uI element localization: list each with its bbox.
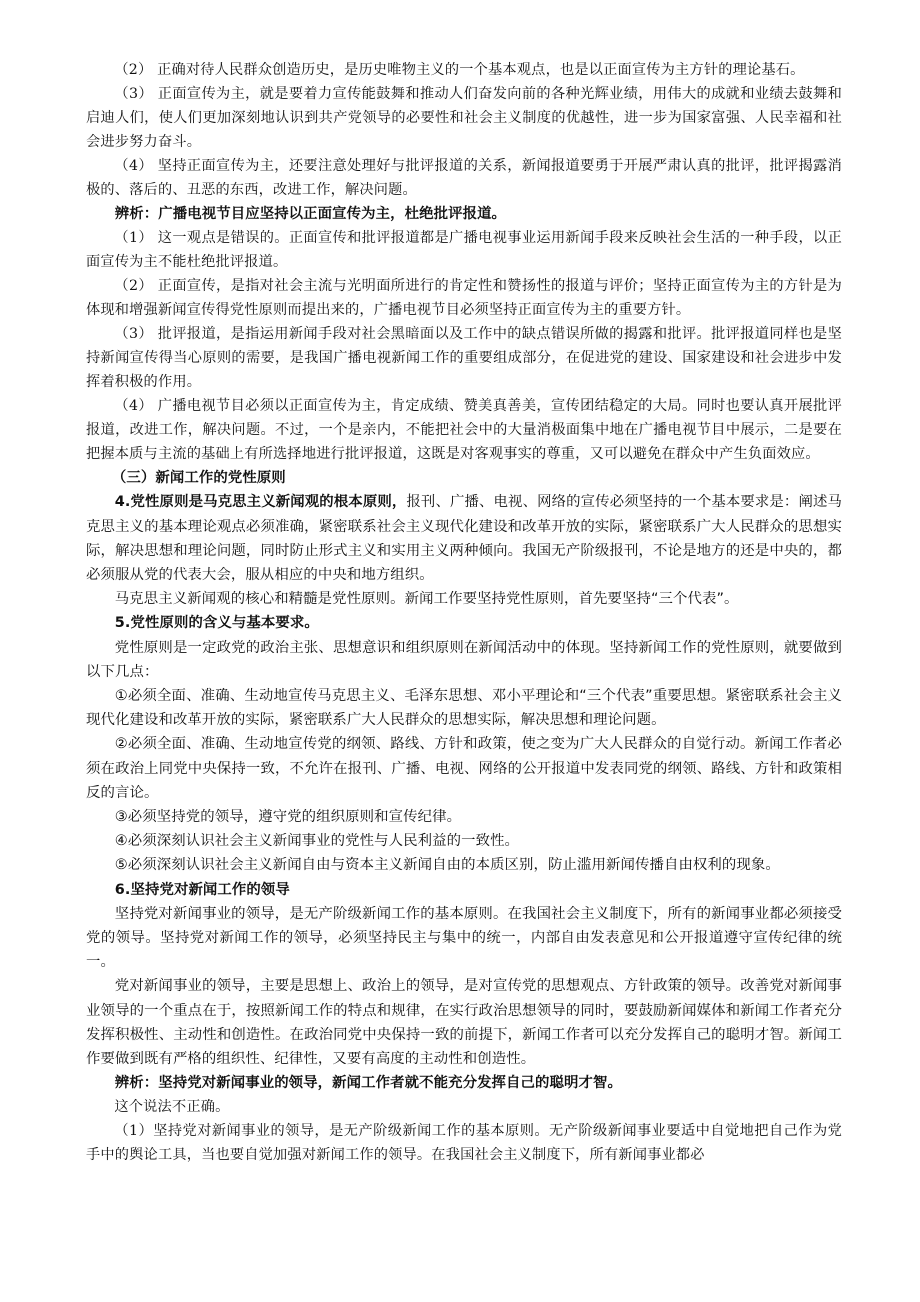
paragraph-text: 报刊、广播、电视、网络的宣传必须坚持的一个基本要求是：阐述马克思主义的基本理论观点必须准确，紧密联系社会主义现代化建设和改革开放的实际，紧密联系广大人民群众的思想实际，解决思想和理论问题，同时防止形式主义和实用主义两种倾向。我国无产阶级报刊，不论是地方的还是中央的，都必须服从党的代表大会，服从相应的中央和地方组织。 bbox=[86, 494, 842, 584]
paragraph: （2） 正确对待人民群众创造历史，是历史唯物主义的一个基本观点，也是以正面宣传为主方针的理论基石。 bbox=[114, 62, 805, 78]
list-item: ②必须全面、准确、生动地宣传党的纲领、路线、方针和政策，使之变为广大人民群众的自觉行动。新闻工作者必须在政治上同党中央保持一致，不允许在报刊、广播、电视、网络的公开报道中发表同党的纲领、路线、方针和政策相反的言论。 bbox=[86, 736, 842, 801]
list-item: ⑤必须深刻认识社会主义新闻自由与资本主义新闻自由的本质区别，防止滥用新闻传播自由权利的现象。 bbox=[114, 857, 780, 874]
analysis-heading: 辨析：广播电视节目应坚持以正面宣传为主，杜绝批评报道。 bbox=[114, 206, 507, 222]
paragraph: 这个说法不正确。 bbox=[114, 1099, 230, 1116]
paragraph: （3） 正面宣传为主，就是要着力宣传能鼓舞和推动人们奋发向前的各种光辉业绩，用伟大的成就和业绩去鼓舞和启迪人们，使人们更加深刻地认识到共产党领导的必要性和社会主义制度的优越性，进一步为国家富强、人民幸福和社会进步努力奋斗。 bbox=[86, 86, 842, 150]
paragraph: （4） 广播电视节目必须以正面宣传为主，肯定成绩、赞美真善美，宣传团结稳定的大局。同时也要认真开展批评报道，改进工作，解决问题。不过，一个是亲内，不能把社会中的大量消极面集中地在广播电视节目中展示，二是要在把握本质与主流的基础上有所选择地进行批评报道，这既是对客观事实的尊重，又可以避免在群众中产生负面效应。 bbox=[86, 398, 842, 463]
paragraph: （2） 正面宣传，是指对社会主流与光明面所进行的肯定性和赞扬性的报道与评价；坚持正面宣传为主的方针是为体现和增强新闻宣传得党性原则而提出来的，广播电视节目必须坚持正面宣传为主的重要方针。 bbox=[86, 278, 842, 319]
paragraph: 坚持党对新闻事业的领导，是无产阶级新闻工作的基本原则。在我国社会主义制度下，所有的新闻事业都必须接受党的领导。坚持党对新闻工作的领导，必须坚持民主与集中的统一，内部自由发表意见和公开报道遵守宣传纪律的统一。 bbox=[86, 905, 842, 971]
paragraph: 马克思主义新闻观的核心和精髓是党性原则。新闻工作要坚持党性原则，首先要坚持“三个代表”。 bbox=[114, 591, 739, 608]
paragraph: （1） 这一观点是错误的。正面宣传和批评报道都是广播电视事业运用新闻手段来反映社会生活的一种手段，以正面宣传为主不能杜绝批评报道。 bbox=[86, 230, 842, 271]
subsection-heading: 5.党性原则的含义与基本要求。 bbox=[114, 615, 319, 632]
list-item: ④必须深刻认识社会主义新闻事业的党性与人民利益的一致性。 bbox=[114, 833, 520, 850]
paragraph bbox=[86, 490, 842, 587]
section-heading: （三）新闻工作的党性原则 bbox=[111, 470, 286, 487]
paragraph: （4） 坚持正面宣传为主，还要注意处理好与批评报道的关系，新闻报道要勇于开展严肃认真的批评，批评揭露消极的、落后的、丑恶的东西，改进工作，解决问题。 bbox=[86, 158, 842, 198]
list-item: ③必须坚持党的领导，遵守党的组织原则和宣传纪律。 bbox=[114, 809, 462, 826]
analysis-heading: 辨析：坚持党对新闻事业的领导，新闻工作者就不能充分发挥自己的聪明才智。 bbox=[114, 1075, 622, 1092]
paragraph: 党性原则是一定政党的政治主张、思想意识和组织原则在新闻活动中的体现。坚持新闻工作的党性原则，就要做到以下几点： bbox=[86, 639, 842, 680]
document-page bbox=[86, 58, 842, 1167]
inline-heading: 4.党性原则是马克思主义新闻观的根本原则， bbox=[114, 494, 407, 511]
paragraph: （3） 批评报道，是指运用新闻手段对社会黑暗面以及工作中的缺点错误所做的揭露和批评。批评报道同样也是坚持新闻宣传得当心原则的需要，是我国广播电视新闻工作的重要组成部分，在促进党的建设、国家建设和社会进步中发挥着积极的作用。 bbox=[86, 326, 842, 391]
list-item: ①必须全面、准确、生动地宣传马克思主义、毛泽东思想、邓小平理论和“三个代表”重要思想。紧密联系社会主义现代化建设和改革开放的实际，紧密联系广大人民群众的思想实际，解决思想和理论问题。 bbox=[86, 688, 842, 729]
paragraph: （1）坚持党对新闻事业的领导，是无产阶级新闻工作的基本原则。无产阶级新闻事业要适中自觉地把自己作为党手中的舆论工具，当也要自觉加强对新闻工作的领导。在我国社会主义制度下，所有新闻事业都必 bbox=[86, 1123, 842, 1164]
subsection-heading: 6.坚持党对新闻工作的领导 bbox=[114, 881, 290, 898]
paragraph: 党对新闻事业的领导，主要是思想上、政治上的领导，是对宣传党的思想观点、方针政策的领导。改善党对新闻事业领导的一个重点在于，按照新闻工作的特点和规律，在实行政治思想领导的同时，要鼓励新闻媒体和新闻工作者充分发挥积极性、主动性和创造性。在政治同党中央保持一致的前提下，新闻工作者可以充分发挥自己的聪明才智。新闻工作要做到既有严格的组织性、纪律性，又要有高度的主动性和创造性。 bbox=[86, 978, 842, 1068]
